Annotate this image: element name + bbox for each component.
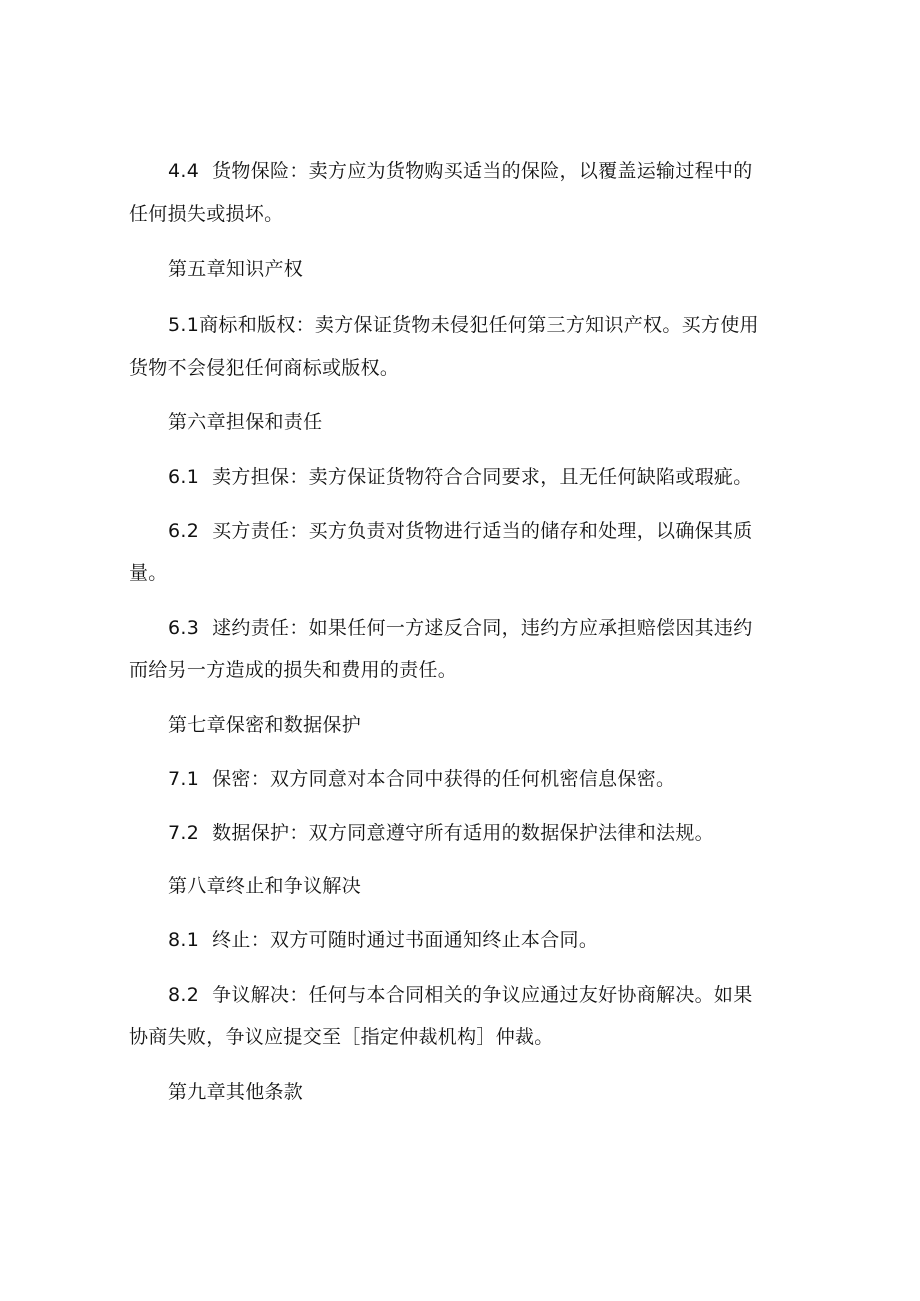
chapter-8-heading: 第八章终止和争议解决 — [168, 875, 362, 897]
chapter-9-heading: 第九章其他条款 — [168, 1081, 304, 1103]
clause-4-4-line-2: 任何损失或损坏。 — [129, 203, 284, 225]
clause-5-1-line-2: 货物不会侵犯任何商标或版权。 — [129, 357, 400, 379]
clause-6-3-line-1 — [168, 619, 753, 638]
clause-number: 6.3 — [168, 617, 200, 639]
clause-number: 7.2 — [168, 822, 200, 844]
chapter-5-heading: 第五章知识产权 — [168, 258, 304, 280]
clause-8-2-line-1 — [168, 986, 753, 1005]
clause-8-2-line-2: 协商失败，争议应提交至［指定仲裁机构］仲裁。 — [129, 1026, 554, 1048]
clause-text: 商标和版权：卖方保证货物未侵犯任何第三方知识产权。买方使用 — [199, 314, 759, 336]
clause-text: 货物保险：卖方应为货物购买适当的保险，以覆盖运输过程中的 — [212, 160, 753, 182]
clause-number: 8.2 — [168, 984, 200, 1006]
clause-number: 6.1 — [168, 466, 200, 488]
clause-5-1-line-1 — [168, 316, 759, 335]
clause-4-4-line-1 — [168, 162, 753, 181]
clause-text: 保密：双方同意对本合同中获得的任何机密信息保密。 — [212, 768, 676, 790]
clause-number: 5.1 — [168, 314, 200, 336]
clause-7-2-line — [168, 824, 714, 843]
clause-6-1-line — [168, 468, 753, 487]
clause-6-2-line-1 — [168, 522, 753, 541]
clause-text: 争议解决：任何与本合同相关的争议应通过友好协商解决。如果 — [212, 984, 753, 1006]
clause-7-1-line — [168, 770, 675, 789]
clause-number: 4.4 — [168, 160, 200, 182]
clause-number: 8.1 — [168, 929, 200, 951]
clause-number: 6.2 — [168, 520, 200, 542]
clause-text: 终止：双方可随时通过书面通知终止本合同。 — [212, 929, 599, 951]
clause-text: 逑约责任：如果任何一方逑反合同，违约方应承担赔偿因其违约 — [212, 617, 753, 639]
clause-text: 数据保护：双方同意遵守所有适用的数据保护法律和法规。 — [212, 822, 714, 844]
clause-8-1-line — [168, 931, 598, 950]
clause-text: 买方责任：买方负责对货物进行适当的储存和处理，以确保其质 — [212, 520, 753, 542]
clause-number: 7.1 — [168, 768, 200, 790]
clause-6-3-line-2: 而给另一方造成的损失和费用的责任。 — [129, 659, 458, 681]
chapter-6-heading: 第六章担保和责任 — [168, 411, 323, 433]
clause-6-2-line-2: 量。 — [129, 562, 168, 584]
clause-text: 卖方担保：卖方保证货物符合合同要求，且无任何缺陷或瑕疵。 — [212, 466, 753, 488]
chapter-7-heading: 第七章保密和数据保护 — [168, 714, 362, 736]
